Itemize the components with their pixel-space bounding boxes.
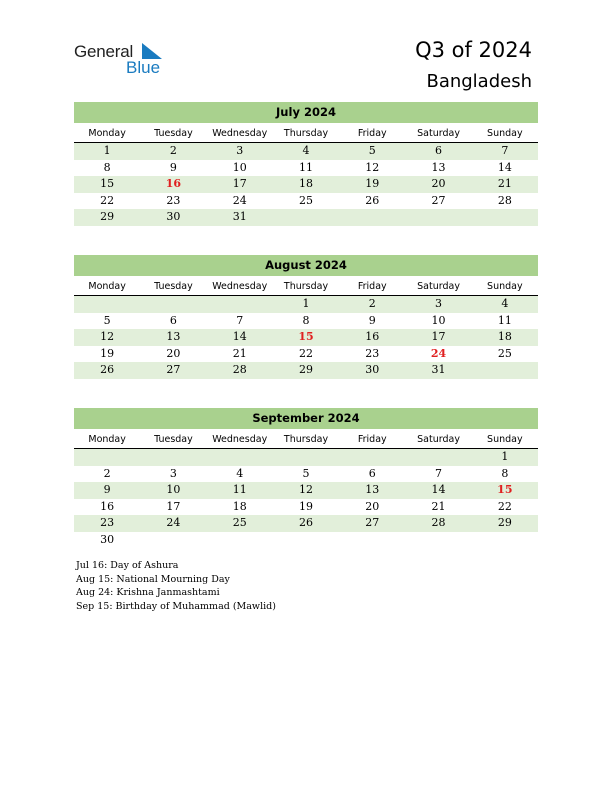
day-cell: 4 (501, 297, 509, 310)
week-row (74, 329, 538, 346)
day-cell (207, 449, 273, 466)
day-cell: 23 (100, 516, 115, 529)
day-cell: 7 (236, 313, 244, 327)
week-row (74, 296, 538, 313)
day-cell: 6 (169, 313, 177, 327)
day-cell (472, 209, 538, 226)
day-cell: 25 (232, 516, 247, 529)
day-cell: 24 (232, 193, 247, 207)
week-row (74, 466, 538, 483)
month-title: August 2024 (74, 255, 538, 276)
day-cell: 9 (368, 313, 376, 327)
day-cell: 23 (166, 193, 181, 207)
day-cell: 13 (365, 483, 380, 496)
day-cell: 5 (302, 466, 310, 480)
day-cell (207, 296, 273, 313)
week-row (74, 176, 538, 193)
day-cell (472, 362, 538, 379)
day-cell: 18 (232, 499, 247, 513)
day-cell: 3 (236, 144, 244, 157)
day-cell: 12 (365, 160, 380, 174)
day-cell (273, 532, 339, 549)
weekday-label: Friday (357, 128, 387, 139)
day-cell: 10 (232, 160, 247, 174)
day-cell: 2 (368, 297, 376, 310)
weekday-label: Friday (357, 281, 387, 292)
country-name: Bangladesh (426, 71, 532, 92)
day-cell: 5 (103, 313, 111, 327)
day-cell: 14 (431, 483, 446, 496)
week-row (74, 449, 538, 466)
day-cell: 21 (232, 346, 247, 360)
holiday-notes (76, 559, 276, 613)
weekday-label: Sunday (487, 434, 523, 445)
day-cell: 14 (497, 160, 512, 174)
week-row (74, 346, 538, 363)
weekday-label: Monday (88, 128, 126, 139)
day-cell: 30 (365, 363, 380, 376)
day-cell: 26 (365, 193, 380, 207)
logo (74, 42, 174, 78)
week-row (74, 515, 538, 532)
week-row (74, 499, 538, 516)
day-cell: 18 (298, 177, 313, 190)
day-cell: 25 (497, 346, 512, 360)
day-cell: 22 (298, 346, 313, 360)
day-cell (273, 209, 339, 226)
day-cell: 29 (497, 516, 512, 529)
week-row (74, 160, 538, 177)
weekday-header-row (74, 278, 538, 296)
day-cell (405, 449, 471, 466)
day-cell: 12 (100, 330, 115, 343)
day-cell: 29 (100, 210, 115, 223)
day-cell: 9 (103, 483, 111, 496)
weekday-label: Monday (88, 434, 126, 445)
weekday-label: Saturday (417, 281, 460, 292)
day-cell (140, 296, 206, 313)
day-cell: 16 (365, 330, 380, 343)
day-cell: 9 (169, 160, 177, 174)
week-row (74, 362, 538, 379)
day-cell: 14 (232, 330, 247, 343)
day-cell: 8 (501, 466, 509, 480)
weekday-label: Wednesday (212, 128, 268, 139)
day-cell: 4 (302, 144, 310, 157)
weekday-label: Thursday (283, 434, 329, 445)
week-row (74, 482, 538, 499)
week-row (74, 209, 538, 226)
day-cell: 1 (103, 144, 111, 157)
day-cell: 23 (365, 346, 380, 360)
day-cell: 28 (431, 516, 446, 529)
day-cell: 7 (501, 144, 509, 157)
day-cell: 19 (100, 346, 115, 360)
day-cell (405, 209, 471, 226)
holiday-day-cell: 15 (497, 483, 513, 496)
holiday-note: Sep 15: Birthday of Muhammad (Mawlid) (76, 600, 276, 612)
day-cell: 12 (298, 483, 313, 496)
weekday-label: Tuesday (154, 128, 193, 139)
logo-blue-text: Blue (126, 58, 161, 77)
day-cell: 27 (431, 193, 446, 207)
day-cell: 3 (435, 297, 443, 310)
month-july (74, 102, 538, 226)
day-cell: 31 (232, 210, 247, 223)
day-cell: 4 (236, 466, 244, 480)
day-cell: 27 (166, 363, 181, 376)
weekday-header-row (74, 431, 538, 449)
day-cell: 19 (298, 499, 313, 513)
day-cell: 16 (100, 499, 115, 513)
day-cell: 22 (100, 193, 115, 207)
month-september (74, 408, 538, 548)
day-cell: 5 (368, 144, 376, 157)
holiday-day-cell: 24 (430, 346, 447, 360)
logo-triangle-icon (142, 43, 162, 59)
month-title: September 2024 (74, 408, 538, 429)
day-cell: 17 (431, 330, 446, 343)
day-cell: 7 (435, 466, 443, 480)
day-cell: 29 (298, 363, 313, 376)
holiday-note: Aug 15: National Mourning Day (76, 573, 230, 585)
day-cell: 11 (232, 483, 247, 496)
day-cell: 17 (166, 499, 181, 513)
week-row (74, 193, 538, 210)
day-cell: 8 (302, 313, 310, 327)
day-cell: 20 (431, 177, 446, 190)
day-cell (339, 209, 405, 226)
weekday-label: Tuesday (154, 434, 193, 445)
day-cell: 3 (169, 466, 177, 480)
day-cell: 30 (166, 210, 181, 223)
month-title: July 2024 (74, 102, 538, 123)
day-cell: 11 (497, 313, 512, 327)
weekday-label: Friday (357, 434, 387, 445)
day-cell (472, 532, 538, 549)
month-august (74, 255, 538, 379)
day-cell: 27 (365, 516, 380, 529)
day-cell (339, 532, 405, 549)
weekday-label: Wednesday (212, 434, 268, 445)
week-row (74, 313, 538, 330)
day-cell: 26 (100, 363, 115, 376)
weekday-label: Saturday (417, 434, 460, 445)
day-cell: 6 (368, 466, 376, 480)
day-cell: 24 (166, 516, 181, 529)
day-cell (339, 449, 405, 466)
day-cell (140, 532, 206, 549)
day-cell: 10 (166, 483, 181, 496)
weekday-header-row (74, 125, 538, 143)
day-cell: 18 (497, 330, 512, 343)
day-cell: 15 (100, 177, 115, 190)
weekday-label: Thursday (283, 128, 329, 139)
day-cell: 13 (431, 160, 446, 174)
day-cell (74, 449, 140, 466)
weekday-label: Saturday (417, 128, 460, 139)
weekday-label: Tuesday (154, 281, 193, 292)
day-cell (140, 449, 206, 466)
day-cell (273, 449, 339, 466)
day-cell: 20 (166, 346, 181, 360)
day-cell: 25 (298, 193, 313, 207)
holiday-day-cell: 16 (165, 177, 182, 190)
day-cell: 1 (501, 450, 509, 463)
day-cell: 10 (431, 313, 446, 327)
logo-general-text: General (74, 42, 134, 61)
day-cell: 11 (298, 160, 313, 174)
holiday-day-cell: 15 (298, 330, 314, 343)
day-cell: 22 (497, 499, 512, 513)
day-cell (74, 296, 140, 313)
day-cell: 20 (365, 499, 380, 513)
holiday-note: Aug 24: Krishna Janmashtami (76, 587, 220, 598)
weekday-label: Sunday (487, 128, 523, 139)
day-cell (405, 532, 471, 549)
day-cell: 8 (103, 160, 111, 174)
day-cell: 17 (232, 177, 247, 190)
page-title: Q3 of 2024 (415, 38, 532, 62)
day-cell: 1 (302, 297, 310, 310)
day-cell: 2 (103, 466, 111, 480)
day-cell: 31 (431, 363, 446, 376)
day-cell: 26 (298, 516, 313, 529)
day-cell: 2 (169, 144, 177, 157)
weekday-label: Monday (88, 281, 126, 292)
day-cell (207, 532, 273, 549)
week-row (74, 532, 538, 549)
day-cell: 28 (232, 363, 247, 376)
weekday-label: Thursday (283, 281, 329, 292)
day-cell: 28 (497, 193, 512, 207)
holiday-note: Jul 16: Day of Ashura (76, 560, 179, 571)
week-row (74, 143, 538, 160)
day-cell: 19 (365, 177, 380, 190)
day-cell: 21 (497, 177, 512, 190)
day-cell: 30 (100, 532, 115, 546)
weekday-label: Wednesday (212, 281, 268, 292)
day-cell: 13 (166, 330, 181, 343)
day-cell: 21 (431, 499, 446, 513)
weekday-label: Sunday (487, 281, 523, 292)
day-cell: 6 (435, 144, 443, 157)
